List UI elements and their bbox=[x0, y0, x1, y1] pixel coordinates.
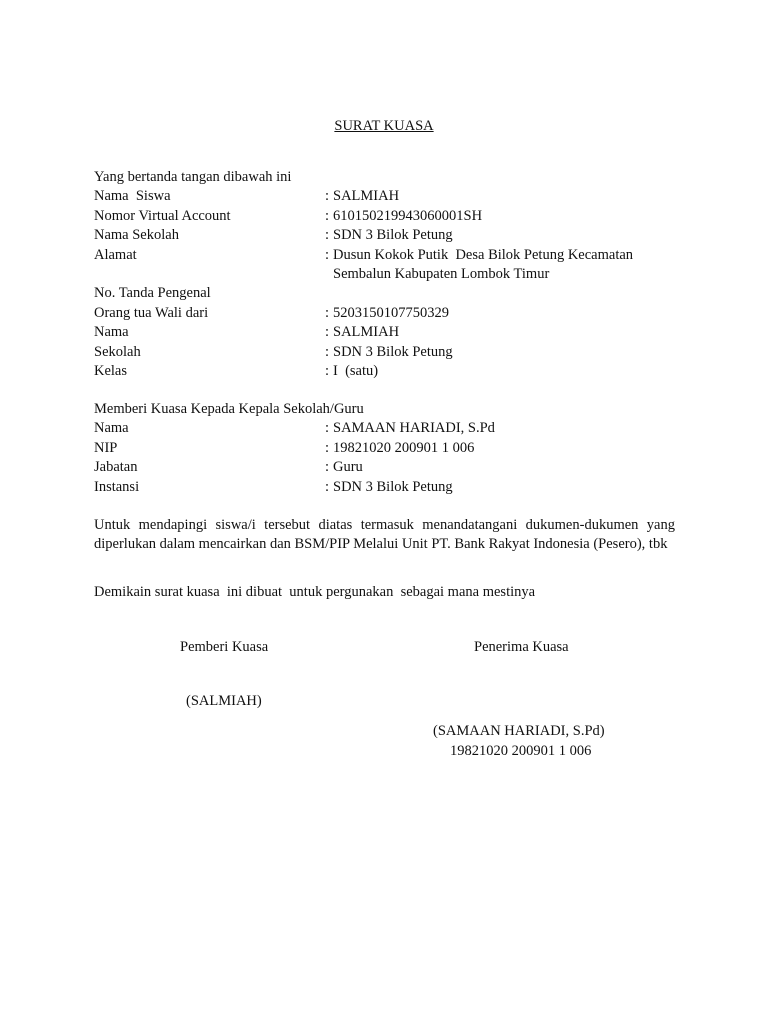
colon: : bbox=[325, 207, 330, 224]
field-label: Sekolah bbox=[94, 343, 141, 360]
field-label: Nama Siswa bbox=[94, 188, 171, 205]
field-value: SALMIAH bbox=[333, 324, 400, 341]
colon: : bbox=[325, 324, 330, 341]
field-label: Jabatan bbox=[94, 459, 138, 476]
field-row bbox=[94, 439, 678, 458]
grantee-name: (SAMAAN HARIADI, S.Pd) bbox=[433, 723, 605, 739]
grantor-label: Pemberi Kuasa bbox=[180, 639, 269, 655]
colon: : bbox=[325, 420, 330, 437]
field-value: SALMIAH bbox=[333, 188, 400, 205]
field-row bbox=[94, 419, 678, 438]
grantor-name: (SALMIAH) bbox=[186, 693, 262, 709]
field-value: SAMAAN HARIADI, S.Pd bbox=[333, 420, 495, 437]
colon: : bbox=[325, 439, 330, 456]
field-row bbox=[94, 246, 678, 265]
field-row bbox=[94, 187, 678, 206]
field-value: SDN 3 Bilok Petung bbox=[333, 478, 453, 495]
purpose-paragraph: Untuk mendapingi siswa/i tersebut diatas termasuk menandatangani dukumen-dukumen yang diperlukan dalam mencairkan dan BSM/PIP Melalui Unit PT. Bank Rakyat Indonesia (Pesero), tbk bbox=[94, 517, 675, 553]
field-value: SDN 3 Bilok Petung bbox=[333, 343, 453, 360]
field-value: Guru bbox=[333, 459, 363, 476]
colon: : bbox=[325, 246, 330, 263]
recipient-section bbox=[94, 400, 678, 497]
document-title: SURAT KUASA bbox=[334, 118, 434, 134]
field-row bbox=[94, 343, 678, 362]
grant-intro-text: Memberi Kuasa Kepada Kepala Sekolah/Guru bbox=[94, 401, 364, 417]
field-row bbox=[94, 226, 678, 245]
field-value: 610150219943060001SH bbox=[333, 207, 483, 224]
closing-text: Demikain surat kuasa ini dibuat untuk pergunakan sebagai mana mestinya bbox=[94, 584, 536, 600]
field-label: Kelas bbox=[94, 363, 128, 380]
colon: : bbox=[325, 363, 330, 380]
field-value: 19821020 200901 1 006 bbox=[333, 439, 475, 456]
field-label: Nama bbox=[94, 324, 129, 341]
field-label: Instansi bbox=[94, 478, 140, 495]
field-label: Nama bbox=[94, 420, 129, 437]
grantee-nip: 19821020 200901 1 006 bbox=[450, 743, 592, 759]
field-label: Nomor Virtual Account bbox=[94, 207, 231, 224]
field-value: 5203150107750329 bbox=[333, 304, 449, 321]
address-line-2: Sembalun Kabupaten Lombok Timur bbox=[333, 266, 550, 283]
field-row-continuation bbox=[94, 265, 678, 284]
colon: : bbox=[325, 478, 330, 495]
field-value: Dusun Kokok Putik Desa Bilok Petung Kecamatan bbox=[333, 246, 634, 263]
colon: : bbox=[325, 304, 330, 321]
field-row bbox=[94, 323, 678, 342]
id-label: No. Tanda Pengenal bbox=[94, 285, 211, 302]
student-info-section bbox=[94, 168, 678, 381]
intro-text: Yang bertanda tangan dibawah ini bbox=[94, 169, 292, 185]
field-row bbox=[94, 478, 678, 497]
colon: : bbox=[325, 227, 330, 244]
colon: : bbox=[325, 188, 330, 205]
field-label: Nama Sekolah bbox=[94, 227, 179, 244]
field-value: I (satu) bbox=[333, 363, 379, 380]
colon: : bbox=[325, 343, 330, 360]
field-label: Orang tua Wali dari bbox=[94, 304, 209, 321]
field-row bbox=[94, 362, 678, 381]
field-value: SDN 3 Bilok Petung bbox=[333, 227, 453, 244]
colon: : bbox=[325, 459, 330, 476]
field-row bbox=[94, 304, 678, 323]
field-label: Alamat bbox=[94, 246, 137, 263]
grantee-label: Penerima Kuasa bbox=[474, 639, 569, 655]
field-row bbox=[94, 207, 678, 226]
field-row bbox=[94, 458, 678, 477]
field-label: NIP bbox=[94, 439, 118, 456]
